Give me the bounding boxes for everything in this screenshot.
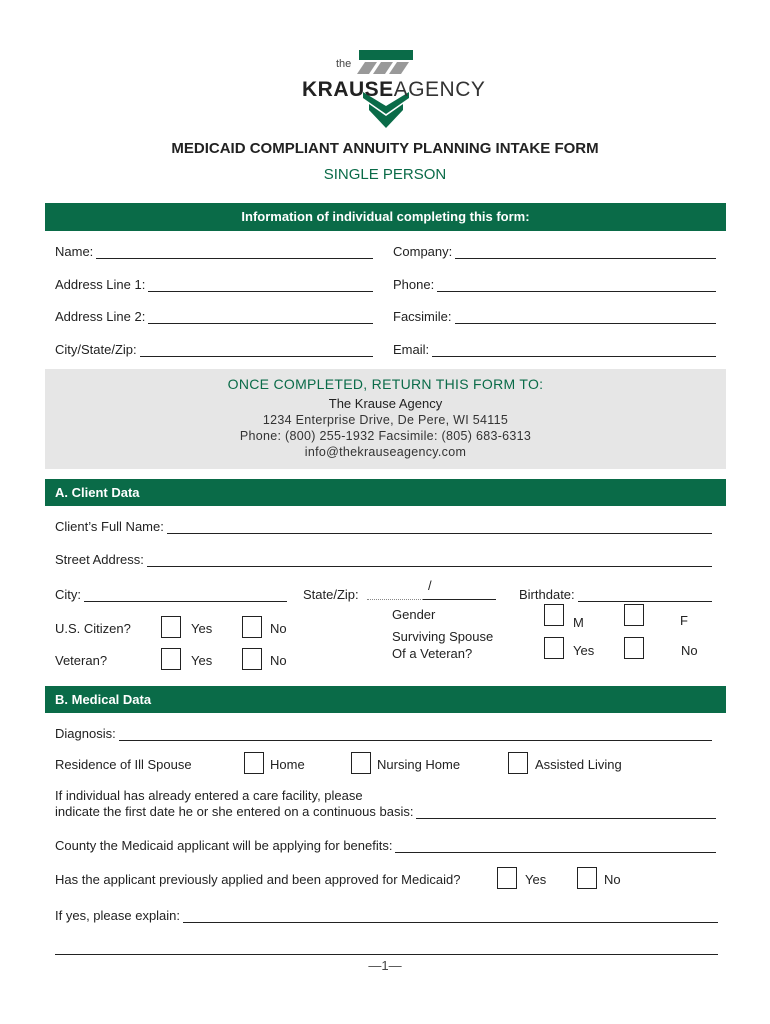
veteran-yes-label: Yes [191,653,213,668]
residence-assisted-living-checkbox[interactable] [508,752,528,774]
city-state-zip-field[interactable]: City/State/Zip: [55,342,373,357]
surviving-yes-label: Yes [573,643,595,658]
veteran-no-checkbox[interactable] [242,648,262,670]
street-address-field[interactable]: Street Address: [55,552,712,567]
surviving-spouse-label-1: Surviving Spouse [392,629,494,644]
previously-applied-label: Has the applicant previously applied and been approved for Medicaid? [55,872,461,887]
info-section-header: Information of individual completing this form: [45,203,726,231]
phone-field[interactable]: Phone: [393,277,716,292]
birthdate-field[interactable]: Birthdate: [519,587,712,602]
gender-f-checkbox[interactable] [624,604,644,626]
facility-date-field[interactable]: indicate the first date he or she entered on a continuous basis: [55,804,716,819]
return-name: The Krause Agency [328,396,443,411]
form-title: MEDICAID COMPLIANT ANNUITY PLANNING INTAKE FORM [171,140,599,157]
facility-question-line-1: If individual has already entered a care facility, please [55,788,363,803]
residence-label: Residence of Ill Spouse [55,757,192,772]
address2-field[interactable]: Address Line 2: [55,309,373,324]
section-b-header: B. Medical Data [45,686,726,713]
state-zip-label: State/Zip: [303,587,359,602]
citizen-yes-checkbox[interactable] [161,616,181,638]
previously-yes-label: Yes [525,872,547,887]
explain-field[interactable]: If yes, please explain: [55,908,718,923]
surviving-no-checkbox[interactable] [624,637,644,659]
previously-yes-checkbox[interactable] [497,867,517,889]
surviving-no-label: No [681,643,698,658]
gender-m-label: M [573,615,584,630]
state-zip-separator: / [428,578,432,593]
surviving-yes-checkbox[interactable] [544,637,564,659]
client-full-name-field[interactable]: Client’s Full Name: [55,519,712,534]
veteran-no-label: No [270,653,287,668]
gender-label: Gender [392,607,436,622]
veteran-yes-checkbox[interactable] [161,648,181,670]
explain-continuation-line[interactable] [55,954,718,955]
residence-assisted-living-label: Assisted Living [535,757,622,772]
logo-the: the [336,58,352,70]
zip-input[interactable] [423,599,496,600]
county-field[interactable]: County the Medicaid applicant will be applying for benefits: [55,838,716,853]
veteran-label: Veteran? [55,653,108,668]
previously-no-checkbox[interactable] [577,867,597,889]
form-subtitle: SINGLE PERSON [323,166,447,183]
address1-field[interactable]: Address Line 1: [55,277,373,292]
return-address-panel [45,369,726,469]
residence-home-label: Home [270,757,305,772]
client-city-field[interactable]: City: [55,587,287,602]
gender-m-checkbox[interactable] [544,604,564,626]
surviving-spouse-label-2: Of a Veteran? [392,646,473,661]
citizen-no-label: No [270,621,287,636]
residence-nursing-home-checkbox[interactable] [351,752,371,774]
company-field[interactable]: Company: [393,244,716,259]
us-citizen-label: U.S. Citizen? [55,621,131,636]
return-address: 1234 Enterprise Drive, De Pere, WI 54115 [262,413,509,427]
return-email: info@thekrauseagency.com [304,445,467,459]
citizen-no-checkbox[interactable] [242,616,262,638]
gender-f-label: F [680,613,688,628]
return-phone: Phone: (800) 255-1932 Facsimile: (805) 683-6313 [239,429,532,443]
residence-nursing-home-label: Nursing Home [377,757,461,772]
state-input[interactable] [367,599,423,600]
logo-wordmark: KRAUSEAGENCY [302,78,486,101]
previously-no-label: No [604,872,621,887]
email-field[interactable]: Email: [393,342,716,357]
fax-field[interactable]: Facsimile: [393,309,716,324]
page-number: —1— [368,958,402,973]
diagnosis-field[interactable]: Diagnosis: [55,726,712,741]
section-a-header: A. Client Data [45,479,726,506]
residence-home-checkbox[interactable] [244,752,264,774]
return-heading: ONCE COMPLETED, RETURN THIS FORM TO: [227,376,544,392]
citizen-yes-label: Yes [191,621,213,636]
name-field[interactable]: Name: [55,244,373,259]
